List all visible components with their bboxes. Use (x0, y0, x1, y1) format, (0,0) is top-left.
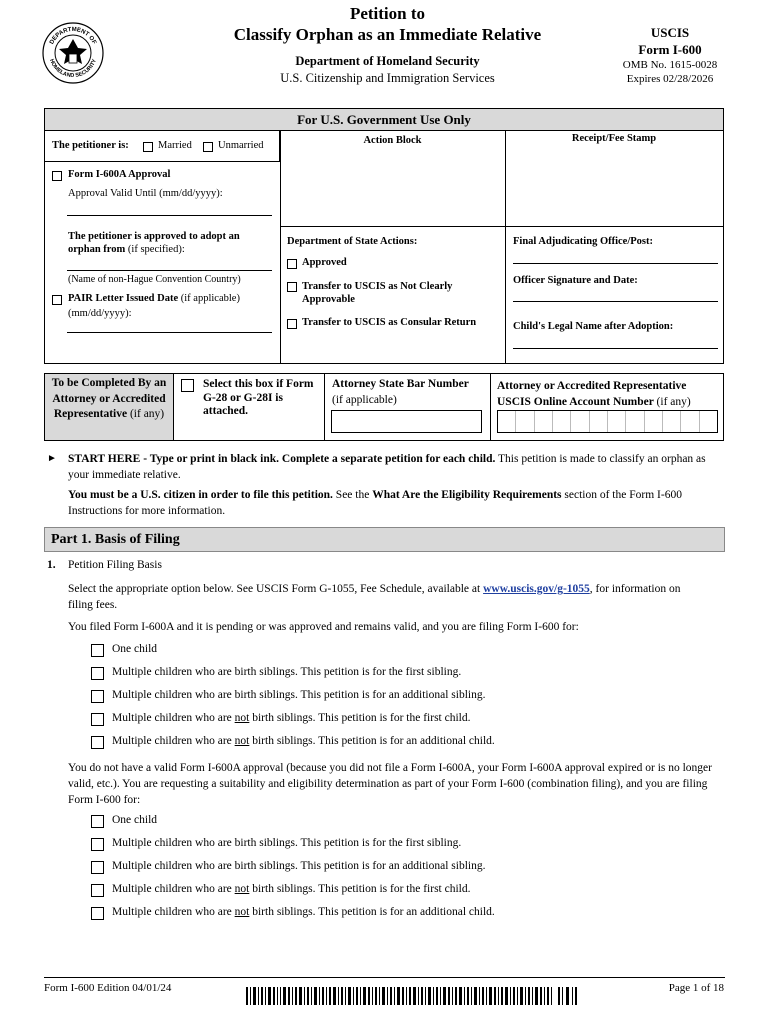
filing-option-label: One child (112, 643, 158, 655)
g28-label: Select this box if Form G-28 or G-28I is attached. (203, 378, 314, 417)
online-account-label: Attorney or Accredited Representative USCIS Online Account Number (if any) (497, 380, 691, 408)
filing-option-label: Multiple children who are not birth siblings. This petition is for an additional child. (112, 906, 495, 918)
child-name-input[interactable] (513, 348, 718, 349)
filed-i600a-text: You filed Form I-600A and it is pending or was approved and remains valid, and you are filing Form I-600 for: (68, 621, 579, 633)
filing-option-label: Multiple children who are birth siblings. This petition is for an additional sibling. (112, 689, 486, 701)
filing-option-checkbox[interactable] (91, 667, 104, 680)
expiration-date: Expires 02/28/2026 (626, 73, 714, 85)
department-name: Department of Homeland Security (295, 54, 480, 68)
officer-signature-input[interactable] (513, 301, 718, 302)
pair-date-input[interactable] (67, 332, 272, 333)
filing-option-checkbox[interactable] (91, 838, 104, 851)
filing-option-label: Multiple children who are birth siblings. This petition is for an additional sibling. (112, 860, 486, 872)
government-use-title: For U.S. Government Use Only (45, 109, 723, 131)
barcode-icon (246, 987, 578, 1005)
form-number: Form I-600 (638, 42, 702, 57)
part1-heading: Part 1. Basis of Filing (44, 527, 725, 552)
filing-option-label: Multiple children who are not birth siblings. This petition is for the first child. (112, 712, 471, 724)
receipt-stamp-label: Receipt/Fee Stamp (571, 133, 657, 144)
i600a-approval-checkbox[interactable] (52, 171, 62, 181)
bar-number-input[interactable] (331, 410, 482, 433)
start-here-text: START HERE - Type or print in black ink. Complete a separate petition for each child. This petition is made to classify an orphan as your immediate relative. (68, 453, 706, 481)
approved-adopt-text: The petitioner is approved to adopt an orphan from (if specified): (68, 231, 240, 255)
married-checkbox[interactable] (143, 142, 153, 152)
citizen-requirement-text: You must be a U.S. citizen in order to file this petition. See the What Are the Eligibility Requirements section of the Form I-600 Instructions for more information. (68, 489, 682, 517)
married-label: Married (158, 140, 192, 151)
filing-option-checkbox[interactable] (91, 884, 104, 897)
non-hague-label: (Name of non-Hague Convention Country) (68, 274, 241, 285)
attorney-completion-label: To be Completed By an Attorney or Accredited Representative (if any) (51, 377, 167, 420)
child-name-label: Child's Legal Name after Adoption: (513, 321, 674, 332)
i600a-approval-label: Form I-600A Approval (68, 169, 171, 180)
form-edition: Form I-600 Edition 04/01/24 (44, 982, 172, 994)
final-office-label: Final Adjudicating Office/Post: (513, 236, 653, 247)
pair-letter-checkbox[interactable] (52, 295, 62, 305)
filing-option-label: Multiple children who are not birth siblings. This petition is for the first child. (112, 883, 471, 895)
transfer-not-clearly-checkbox[interactable] (287, 282, 297, 292)
unmarried-checkbox[interactable] (203, 142, 213, 152)
svg-text:HOMELAND SECURITY: HOMELAND SECURITY (48, 58, 98, 80)
fee-schedule-link[interactable]: www.uscis.gov/g-1055 (483, 583, 590, 595)
filing-option-label: Multiple children who are birth siblings. This petition is for the first sibling. (112, 666, 462, 678)
approved-label: Approved (302, 257, 347, 268)
q1-number: 1. (47, 559, 56, 571)
page-number: Page 1 of 18 (668, 982, 724, 994)
filing-option-checkbox[interactable] (91, 644, 104, 657)
filing-option-checkbox[interactable] (91, 713, 104, 726)
filing-option-checkbox[interactable] (91, 736, 104, 749)
transfer-consular-checkbox[interactable] (287, 319, 297, 329)
action-block-label: Action Block (363, 135, 422, 146)
online-account-input[interactable] (497, 410, 718, 433)
filing-option-label: Multiple children who are not birth siblings. This petition is for an additional child. (112, 735, 495, 747)
filing-option-label: One child (112, 814, 158, 826)
agency-name: U.S. Citizenship and Immigration Services (280, 71, 495, 85)
bar-number-note: (if applicable) (332, 394, 397, 406)
filing-option-label: Multiple children who are birth siblings. This petition is for the first sibling. (112, 837, 462, 849)
pair-letter-label: PAIR Letter Issued Date (if applicable) (68, 293, 240, 304)
dhs-seal-icon (42, 22, 104, 84)
filing-option-checkbox[interactable] (91, 815, 104, 828)
approval-valid-input[interactable] (67, 215, 272, 216)
arrow-right-icon: ► (47, 453, 57, 464)
transfer-consular-label: Transfer to USCIS as Consular Return (302, 317, 477, 328)
officer-signature-label: Officer Signature and Date: (513, 275, 638, 286)
final-office-input[interactable] (513, 263, 718, 264)
country-input[interactable] (67, 270, 272, 271)
barcode (246, 987, 578, 1005)
uscis-label: USCIS (650, 25, 690, 40)
dhs-seal (42, 22, 104, 84)
filing-option-checkbox[interactable] (91, 861, 104, 874)
omb-number: OMB No. 1615-0028 (622, 59, 718, 71)
g28-checkbox[interactable] (181, 379, 194, 392)
q1-label: Petition Filing Basis (68, 559, 162, 571)
bar-number-label: Attorney State Bar Number (332, 378, 469, 390)
svg-text:DEPARTMENT OF: DEPARTMENT OF (49, 26, 97, 46)
unmarried-label: Unmarried (218, 140, 264, 151)
pair-date-label: (mm/dd/yyyy): (68, 308, 132, 319)
approval-valid-label: Approval Valid Until (mm/dd/yyyy): (68, 188, 223, 199)
transfer-not-clearly-label: Transfer to USCIS as Not Clearly Approvable (302, 281, 453, 305)
state-actions-label: Department of State Actions: (287, 236, 418, 247)
approved-checkbox[interactable] (287, 259, 297, 269)
petitioner-is-label: The petitioner is: (52, 140, 129, 151)
select-option-text: Select the appropriate option below. See USCIS Form G-1055, Fee Schedule, available at www.uscis.gov/g-1055, for information on filing fees. (68, 583, 681, 611)
no-valid-approval-text: You do not have a valid Form I-600A approval (because you did not file a Form I-600A, your Form I-600A approval expired or is no longer valid, etc.). You are requesting a suitability and eligibility determination as part of your Form I-600 (combination filing), and you are filing Form I-600 for: (68, 762, 712, 806)
form-title-line2: Classify Orphan as an Immediate Relative (233, 25, 542, 44)
form-title-line1: Petition to (349, 4, 426, 23)
filing-option-checkbox[interactable] (91, 690, 104, 703)
filing-option-checkbox[interactable] (91, 907, 104, 920)
